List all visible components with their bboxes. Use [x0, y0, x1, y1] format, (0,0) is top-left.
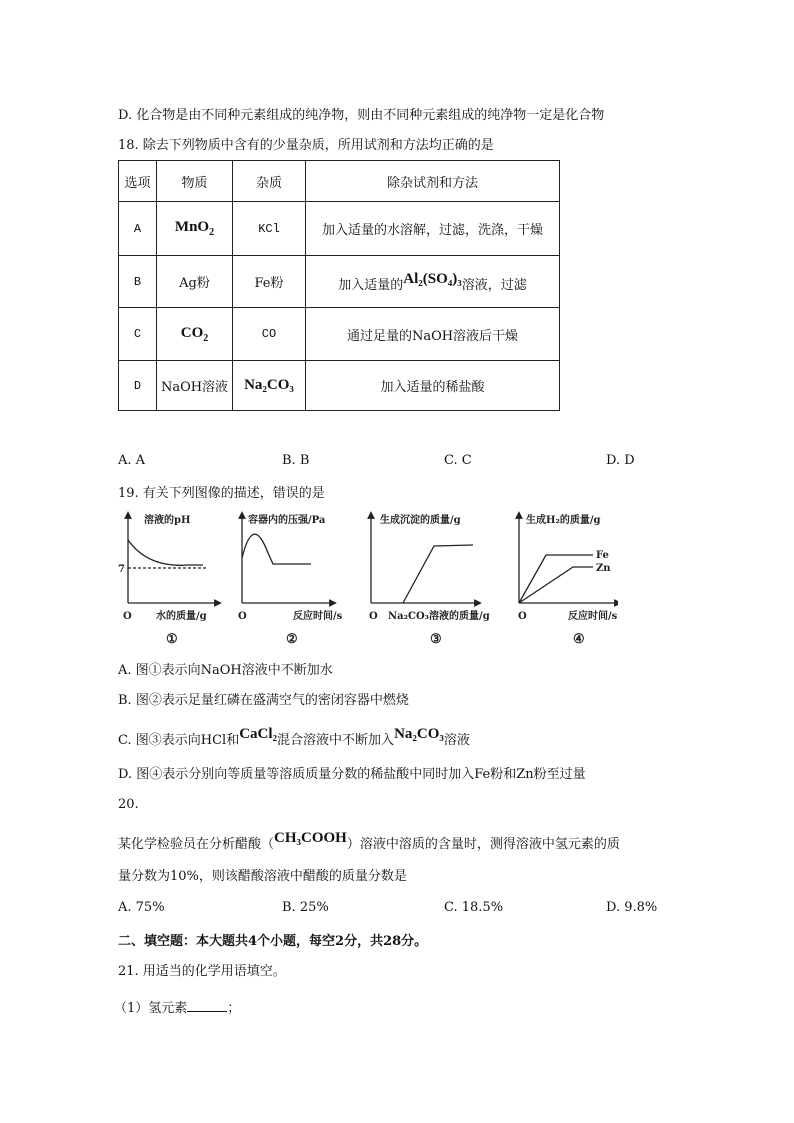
graph-3-xlabel: Na₂CO₃溶液的质量/g	[388, 611, 490, 622]
graph-3-ylabel: 生成沉淀的质量/g	[380, 515, 461, 526]
row-option: C	[119, 308, 157, 361]
graph-1-number: ①	[166, 632, 178, 647]
ph-curve	[128, 540, 203, 565]
row-option: D	[119, 361, 157, 411]
precipitate-curve	[403, 545, 473, 603]
table-row	[119, 361, 560, 411]
row-method: 加入适量的稀盐酸	[306, 361, 560, 411]
header-option: 选项	[119, 161, 157, 202]
q18-option-d: D. D	[606, 453, 635, 468]
q18-stem: 18. 除去下列物质中含有的少量杂质，所用试剂和方法均正确的是	[118, 138, 494, 153]
legend-fe: Fe	[596, 550, 609, 561]
pressure-curve	[242, 534, 311, 564]
graph-2-origin: O	[238, 611, 247, 622]
graph-2-xlabel: 反应时间/s	[293, 611, 343, 622]
q20-option-b: B. 25%	[282, 900, 329, 915]
graph-1-ylabel: 溶液的pH	[144, 515, 191, 526]
row-method: 加入适量的水溶解，过滤，洗涤，干燥	[306, 202, 560, 256]
graph-4-ylabel: 生成H₂的质量/g	[526, 515, 601, 526]
graph-3-origin: O	[369, 611, 378, 622]
q19-option-c: C. 图③表示向HCl和CaCl₂混合溶液中不断加入Na₂CO₃溶液	[118, 726, 470, 748]
table-row	[119, 202, 560, 256]
row-method: 通过足量的NaOH溶液后干燥	[306, 308, 560, 361]
row-substance: NaOH溶液	[157, 361, 233, 411]
q19-option-d: D. 图④表示分别向等质量等溶质质量分数的稀盐酸中同时加入Fe粉和Zn粉至过量	[118, 767, 586, 782]
q17-option-d: D. 化合物是由不同种元素组成的纯净物，则由不同种元素组成的纯净物一定是化合物	[118, 108, 605, 123]
row-option: A	[119, 202, 157, 256]
q20-text-1: 某化学检验员在分析醋酸（CH₃COOH）溶液中溶质的含量时，测得溶液中氢元素的质	[118, 830, 620, 852]
q18-option-a: A. A	[118, 453, 146, 468]
q20-option-a: A. 75%	[118, 900, 165, 915]
row-substance: $CO_2$	[157, 308, 233, 361]
row-impurity: CO	[233, 308, 306, 361]
row-substance: MnO$_2$	[157, 202, 233, 256]
q21-item-1: （1）氢元素 ；	[114, 1001, 241, 1016]
q19-option-b: B. 图②表示足量红磷在盛满空气的密闭容器中燃烧	[118, 693, 409, 708]
row-impurity: Fe粉	[233, 256, 306, 308]
graph-1-xlabel: 水的质量/g	[156, 611, 207, 622]
table-row	[119, 308, 560, 361]
graph-4-xlabel: 反应时间/s	[568, 611, 618, 622]
q20-number: 20.	[118, 797, 139, 812]
q18-table	[118, 160, 560, 411]
row-impurity: Na₂CO₃	[233, 361, 306, 411]
graph-3	[371, 515, 478, 603]
section-2-heading: 二、填空题：本大题共4个小题，每空2分，共28分。	[118, 934, 428, 949]
header-impurity: 杂质	[233, 161, 306, 202]
q20-option-d: D. 9.8%	[606, 900, 658, 915]
answer-blank[interactable]	[187, 999, 227, 1012]
row-substance: Ag粉	[157, 256, 233, 308]
q18-option-c: C. C	[444, 453, 472, 468]
q20-option-c: C. 18.5%	[444, 900, 504, 915]
q19-stem: 19. 有关下列图像的描述，错误的是	[118, 486, 325, 501]
header-substance: 物质	[157, 161, 233, 202]
header-method: 除杂试剂和方法	[306, 161, 560, 202]
q20-text-2: 量分数为10%，则该醋酸溶液中醋酸的质量分数是	[118, 869, 407, 884]
graph-4-number: ④	[573, 632, 585, 647]
table-row	[119, 256, 560, 308]
row-method: 加入适量的Al₂(SO₄)₃溶液，过滤	[306, 256, 560, 308]
row-impurity: KCl	[233, 202, 306, 256]
graph-2	[242, 515, 333, 603]
graph-4-origin: O	[518, 611, 527, 622]
q19-option-a: A. 图①表示向NaOH溶液中不断加水	[118, 663, 333, 678]
q19-graphs	[118, 503, 618, 648]
graph-3-number: ③	[430, 632, 442, 647]
legend-zn: Zn	[596, 563, 611, 574]
graph-2-number: ②	[286, 632, 298, 647]
q21-stem: 21. 用适当的化学用语填空。	[118, 964, 286, 979]
graph-1-origin: O	[123, 611, 132, 622]
row-option: B	[119, 256, 157, 308]
zn-line	[519, 567, 593, 603]
q18-option-b: B. B	[282, 453, 310, 468]
graph-1-tick: 7	[118, 564, 125, 575]
graph-2-ylabel: 容器内的压强/Pa	[248, 515, 326, 526]
graph-1	[128, 515, 218, 603]
